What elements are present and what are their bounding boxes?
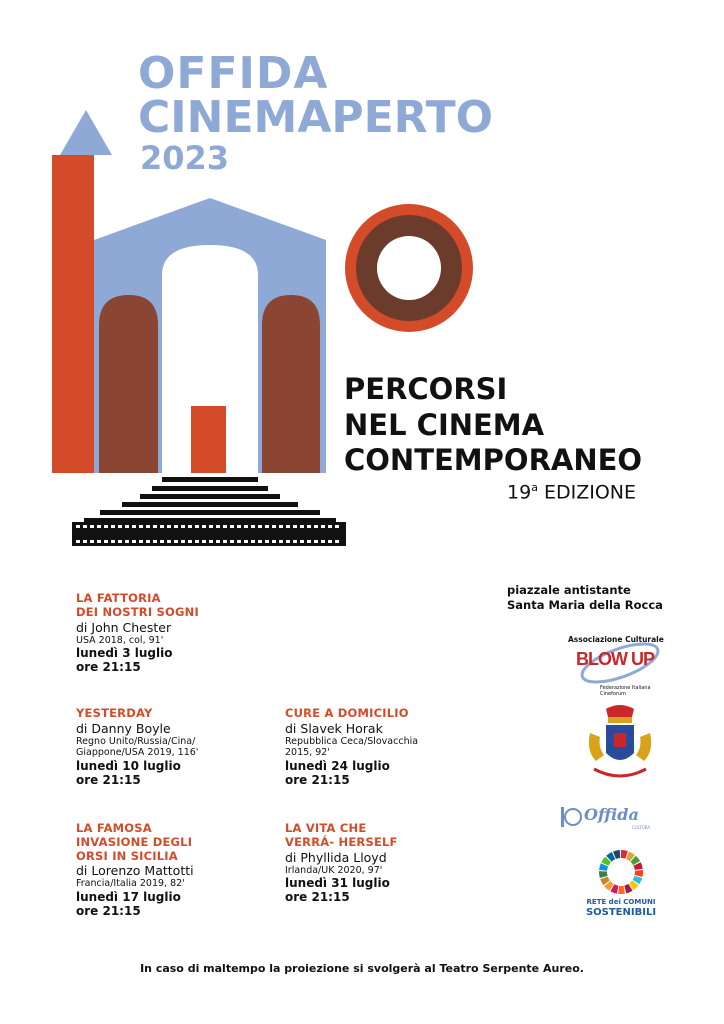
film-perforation — [251, 525, 255, 528]
film-perforation — [293, 525, 297, 528]
venue — [507, 583, 663, 613]
film-perforation — [209, 525, 213, 528]
tower-spire — [60, 110, 112, 155]
film-date: lunedì 17 luglio — [76, 889, 181, 904]
film-perforation — [146, 540, 150, 543]
film-time: ore 21:15 — [285, 772, 350, 787]
subtitle-line3: CONTEMPORANEO — [344, 443, 643, 477]
film-perforation — [153, 525, 157, 528]
film-perforation — [279, 540, 283, 543]
film-title: INVASIONE DEGLI — [76, 834, 193, 849]
film-perforation — [174, 540, 178, 543]
film-perforation — [335, 540, 339, 543]
central-door — [191, 406, 226, 473]
film-perforation — [83, 525, 87, 528]
title-year: 2023 — [140, 139, 230, 177]
offida-coat-of-arms-icon — [584, 703, 656, 785]
sdg-wheel-icon — [585, 848, 657, 896]
reel-hole — [377, 236, 441, 300]
blowup-name: BLOW UP — [576, 649, 654, 669]
film-perforation — [139, 525, 143, 528]
offida-logo — [560, 803, 660, 833]
film-time: ore 21:15 — [76, 904, 141, 919]
film-perforation — [132, 525, 136, 528]
film-title: LA FAMOSA — [76, 821, 152, 835]
film-perforation — [174, 525, 178, 528]
film-1 — [76, 592, 199, 675]
rete-comuni-sostenibili-logo — [585, 848, 657, 926]
film-perforation — [293, 540, 297, 543]
sdg-segment — [635, 870, 643, 877]
film-date: lunedì 31 luglio — [285, 875, 390, 890]
film-perforation — [181, 540, 185, 543]
rete-line1: RETE dei COMUNI — [586, 898, 656, 906]
film-3 — [285, 707, 418, 787]
film-info: Repubblica Ceca/Slovacchia — [285, 735, 419, 747]
film-title: LA FATTORIA — [76, 591, 161, 605]
film-perforation — [307, 525, 311, 528]
film-time: ore 21:15 — [76, 660, 141, 675]
film-title: VERRÁ- HERSELF — [285, 834, 398, 849]
film-info: Irlanda/UK 2020, 97' — [285, 864, 383, 876]
film-title: CURE A DOMICILIO — [285, 706, 409, 720]
film-perforation — [223, 540, 227, 543]
footer-note: In caso di maltempo la proiezione si svolgerà al Teatro Serpente Aureo. — [140, 962, 584, 975]
film-perforation — [146, 525, 150, 528]
film-4 — [76, 822, 194, 919]
film-perforation — [300, 525, 304, 528]
film-perforation — [181, 525, 185, 528]
film-5 — [285, 822, 398, 905]
film-info: Giappone/USA 2019, 116' — [76, 747, 199, 759]
venue-line2: Santa Maria della Rocca — [507, 597, 663, 612]
film-director: di Phyllida Lloyd — [285, 849, 387, 865]
film-perforation — [223, 525, 227, 528]
sdg-segment — [599, 871, 608, 878]
blowup-bottom-text: Federazione Italiana Cineforum — [600, 685, 651, 697]
subtitle-line2: NEL CINEMA — [344, 408, 545, 442]
film-director: di Danny Boyle — [76, 720, 171, 736]
film-perforation — [286, 540, 290, 543]
film-perforation — [167, 540, 171, 543]
film-time: ore 21:15 — [76, 772, 141, 787]
film-perforation — [90, 525, 94, 528]
blowup-logo — [562, 633, 672, 697]
film-title: DEI NOSTRI SOGNI — [76, 604, 199, 619]
film-perforation — [258, 525, 262, 528]
film-perforation — [160, 525, 164, 528]
film-perforation — [265, 525, 269, 528]
left-door — [99, 295, 158, 473]
film-perforation — [314, 540, 318, 543]
film-perforation — [300, 540, 304, 543]
film-perforation — [97, 540, 101, 543]
film-perforation — [125, 540, 129, 543]
film-title: LA VITA CHE — [285, 821, 367, 835]
step — [122, 502, 298, 507]
film-perforation — [258, 540, 262, 543]
film-perforation — [335, 525, 339, 528]
film-title: YESTERDAY — [76, 706, 153, 720]
film-perforation — [188, 525, 192, 528]
step — [100, 510, 320, 515]
film-perforation — [202, 540, 206, 543]
film-perforation — [265, 540, 269, 543]
film-director: di Slavek Horak — [285, 720, 383, 736]
step — [162, 477, 258, 482]
rete-line2: SOSTENIBILI — [585, 907, 657, 918]
film-perforation — [195, 525, 199, 528]
film-perforation — [125, 525, 129, 528]
film-title: ORSI IN SICILIA — [76, 848, 178, 863]
film-perforation — [76, 525, 80, 528]
film-perforation — [195, 540, 199, 543]
film-perforation — [244, 540, 248, 543]
film-perforation — [104, 525, 108, 528]
film-perforation — [118, 525, 122, 528]
film-perforation — [118, 540, 122, 543]
film-perforation — [111, 525, 115, 528]
film-info: Francia/Italia 2019, 82' — [76, 878, 185, 890]
film-perforation — [111, 540, 115, 543]
film-perforation — [160, 540, 164, 543]
film-perforation — [202, 525, 206, 528]
film-perforation — [321, 525, 325, 528]
film-perforation — [279, 525, 283, 528]
film-perforation — [188, 540, 192, 543]
title-cinemaperto: CINEMAPERTO — [138, 92, 494, 143]
title-offida: OFFIDA — [138, 48, 329, 99]
venue-line1: piazzale antistante — [507, 583, 631, 597]
film-perforation — [230, 540, 234, 543]
film-date: lunedì 10 luglio — [76, 758, 181, 773]
edition-label: 19$^a$ EDIZIONE — [507, 481, 637, 504]
film-perforation — [216, 540, 220, 543]
film-perforation — [209, 540, 213, 543]
film-director: di Lorenzo Mattotti — [76, 863, 194, 879]
film-date: lunedì 24 luglio — [285, 758, 390, 773]
offida-logo-sub: CULTURA — [632, 825, 651, 830]
step — [140, 494, 280, 499]
film-2 — [76, 707, 198, 787]
tower — [52, 155, 94, 473]
film-perforation — [328, 540, 332, 543]
film-info: 2015, 92' — [285, 747, 330, 759]
film-perforation — [104, 540, 108, 543]
sdg-segment — [618, 886, 625, 894]
offida-logo-text: Offida — [584, 805, 639, 824]
film-perforation — [230, 525, 234, 528]
film-perforation — [90, 540, 94, 543]
right-door — [262, 295, 320, 473]
film-perforation — [97, 525, 101, 528]
film-info: USA 2018, col, 91' — [76, 634, 164, 646]
film-perforation — [76, 540, 80, 543]
film-time: ore 21:15 — [285, 890, 350, 905]
step — [152, 486, 268, 491]
film-perforation — [251, 540, 255, 543]
film-perforation — [153, 540, 157, 543]
film-perforation — [132, 540, 136, 543]
film-perforation — [139, 540, 143, 543]
film-director: di John Chester — [76, 619, 172, 635]
film-perforation — [286, 525, 290, 528]
blowup-top-text: Associazione Culturale — [568, 635, 664, 644]
film-info: Regno Unito/Russia/Cina/ — [76, 735, 196, 747]
film-perforation — [237, 540, 241, 543]
film-perforation — [244, 525, 248, 528]
film-perforation — [216, 525, 220, 528]
film-perforation — [272, 540, 276, 543]
offida-mark-icon — [560, 805, 582, 831]
film-perforation — [314, 525, 318, 528]
film-perforation — [328, 525, 332, 528]
film-perforation — [237, 525, 241, 528]
film-date: lunedì 3 luglio — [76, 645, 173, 660]
subtitle-line1: PERCORSI — [344, 372, 508, 406]
film-perforation — [272, 525, 276, 528]
film-perforation — [167, 525, 171, 528]
film-perforation — [307, 540, 311, 543]
film-perforation — [83, 540, 87, 543]
film-perforation — [321, 540, 325, 543]
